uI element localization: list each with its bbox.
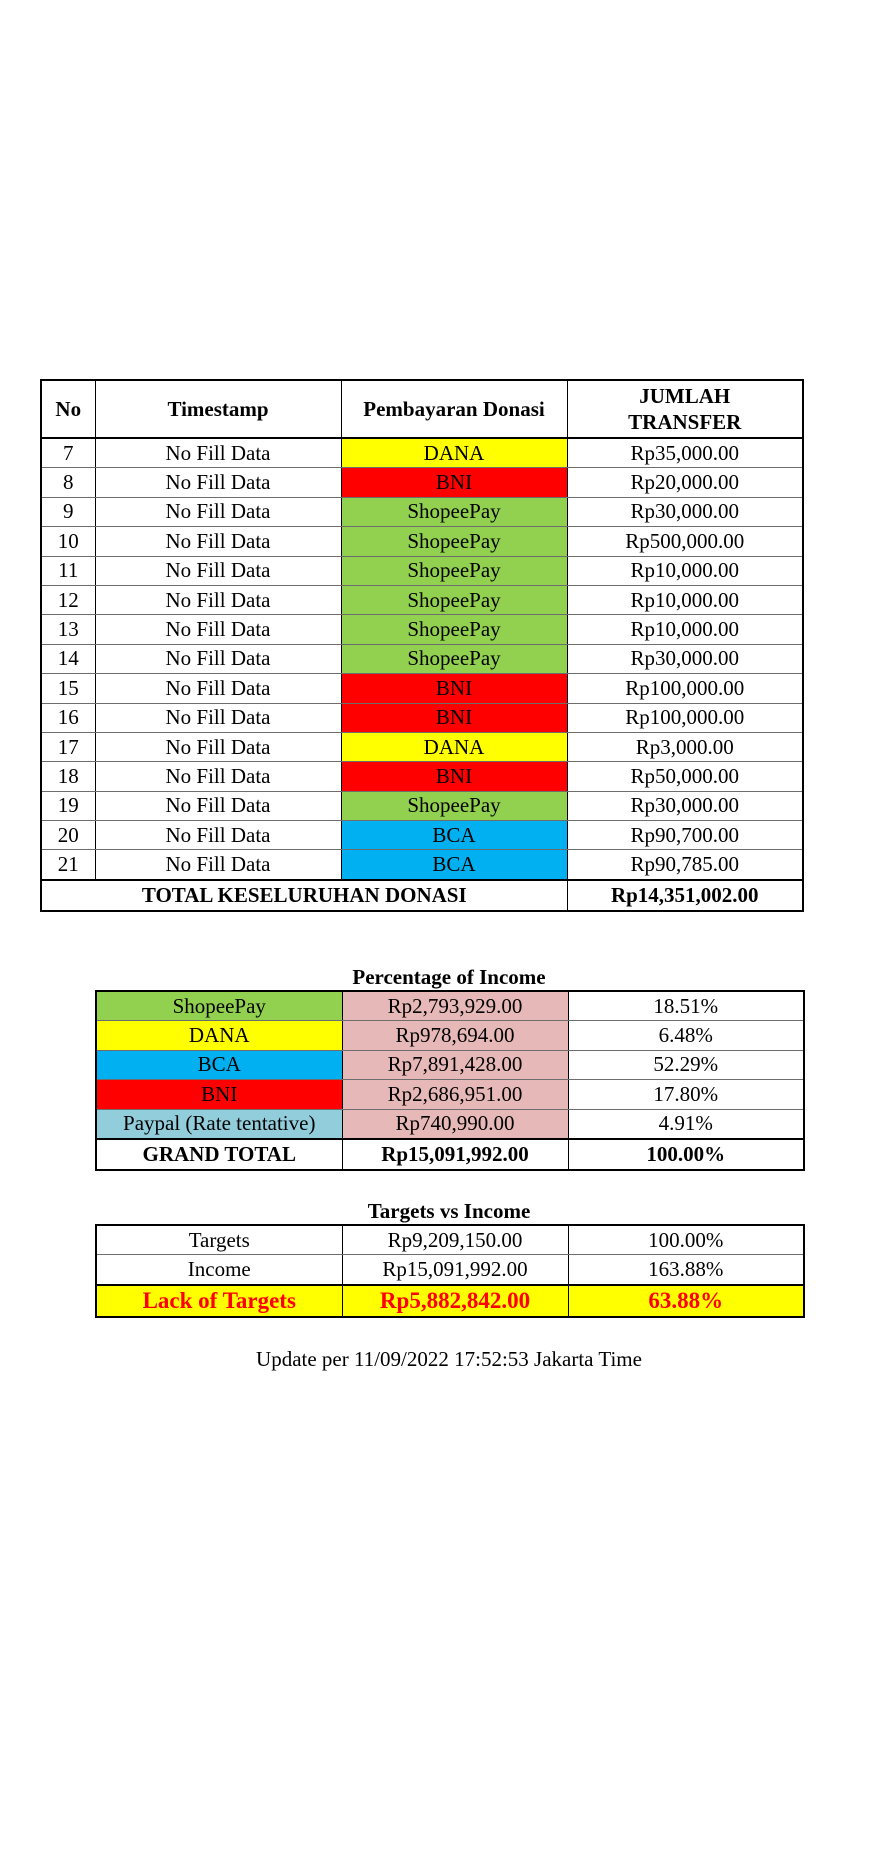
income-amount: Rp2,686,951.00 — [342, 1080, 568, 1109]
donation-amount: Rp3,000.00 — [567, 732, 803, 761]
income-amount: Rp2,793,929.00 — [342, 991, 568, 1021]
donation-amount: Rp20,000.00 — [567, 468, 803, 497]
income-percent: 4.91% — [568, 1109, 804, 1139]
donation-amount: Rp35,000.00 — [567, 438, 803, 468]
targets-row — [96, 1255, 804, 1285]
donation-header-row — [41, 380, 803, 438]
donation-payment-method: BCA — [341, 850, 567, 880]
donation-row — [41, 850, 803, 880]
donation-payment-method: ShopeePay — [341, 585, 567, 614]
donation-no: 18 — [41, 762, 95, 791]
donation-total-row — [41, 880, 803, 911]
income-row — [96, 1080, 804, 1109]
income-percent: 6.48% — [568, 1021, 804, 1050]
donation-row — [41, 703, 803, 732]
income-row — [96, 1050, 804, 1079]
donation-row — [41, 674, 803, 703]
income-percent: 18.51% — [568, 991, 804, 1021]
donation-timestamp: No Fill Data — [95, 644, 341, 673]
donation-timestamp: No Fill Data — [95, 732, 341, 761]
targets-row — [96, 1225, 804, 1255]
header-payment: Pembayaran Donasi — [341, 380, 567, 438]
donation-no: 12 — [41, 585, 95, 614]
donation-table — [40, 379, 804, 912]
donation-timestamp: No Fill Data — [95, 556, 341, 585]
donation-no: 17 — [41, 732, 95, 761]
donation-row — [41, 585, 803, 614]
donation-timestamp: No Fill Data — [95, 821, 341, 850]
donation-no: 20 — [41, 821, 95, 850]
donation-amount: Rp500,000.00 — [567, 527, 803, 556]
donation-no: 13 — [41, 615, 95, 644]
donation-row — [41, 468, 803, 497]
targets-rows — [96, 1225, 804, 1285]
donation-timestamp: No Fill Data — [95, 615, 341, 644]
donation-amount: Rp10,000.00 — [567, 556, 803, 585]
donation-amount: Rp10,000.00 — [567, 585, 803, 614]
income-amount: Rp7,891,428.00 — [342, 1050, 568, 1079]
donation-timestamp: No Fill Data — [95, 438, 341, 468]
income-amount: Rp740,990.00 — [342, 1109, 568, 1139]
lack-of-targets-label: Lack of Targets — [96, 1285, 342, 1317]
grand-total-amount: Rp15,091,992.00 — [342, 1139, 568, 1170]
donation-payment-method: BNI — [341, 703, 567, 732]
header-amount: JUMLAH TRANSFER — [567, 380, 803, 438]
donation-no: 10 — [41, 527, 95, 556]
donation-timestamp: No Fill Data — [95, 850, 341, 880]
income-method: BCA — [96, 1050, 342, 1079]
donation-payment-method: ShopeePay — [341, 497, 567, 526]
donation-amount: Rp100,000.00 — [567, 703, 803, 732]
donation-no: 16 — [41, 703, 95, 732]
income-amount: Rp978,694.00 — [342, 1021, 568, 1050]
donation-payment-method: ShopeePay — [341, 644, 567, 673]
donation-no: 15 — [41, 674, 95, 703]
donation-no: 8 — [41, 468, 95, 497]
donation-total-label: TOTAL KESELURUHAN DONASI — [41, 880, 567, 911]
donation-timestamp: No Fill Data — [95, 497, 341, 526]
donation-payment-method: BNI — [341, 762, 567, 791]
donation-payment-method: BNI — [341, 674, 567, 703]
donation-timestamp: No Fill Data — [95, 527, 341, 556]
donation-amount: Rp30,000.00 — [567, 644, 803, 673]
donation-row — [41, 644, 803, 673]
donation-payment-method: ShopeePay — [341, 791, 567, 820]
donation-payment-method: ShopeePay — [341, 615, 567, 644]
targets-percent: 163.88% — [568, 1255, 804, 1285]
income-table — [95, 990, 805, 1171]
donation-row — [41, 556, 803, 585]
donation-timestamp: No Fill Data — [95, 585, 341, 614]
donation-row — [41, 821, 803, 850]
donation-total-value: Rp14,351,002.00 — [567, 880, 803, 911]
donation-amount: Rp10,000.00 — [567, 615, 803, 644]
donation-amount: Rp30,000.00 — [567, 497, 803, 526]
donation-payment-method: BCA — [341, 821, 567, 850]
update-note: Update per 11/09/2022 17:52:53 Jakarta Time — [256, 1347, 642, 1371]
income-row — [96, 991, 804, 1021]
donation-row — [41, 615, 803, 644]
donation-row — [41, 791, 803, 820]
targets-label: Targets — [96, 1225, 342, 1255]
income-section-title: Percentage of Income — [352, 965, 546, 989]
income-rows — [96, 991, 804, 1139]
donation-payment-method: DANA — [341, 732, 567, 761]
donation-timestamp: No Fill Data — [95, 762, 341, 791]
lack-of-targets-percent: 63.88% — [568, 1285, 804, 1317]
income-grand-total-row — [96, 1139, 804, 1170]
donation-payment-method: DANA — [341, 438, 567, 468]
donation-amount: Rp90,700.00 — [567, 821, 803, 850]
donation-row — [41, 497, 803, 526]
donation-row — [41, 762, 803, 791]
donation-row — [41, 438, 803, 468]
income-percent: 52.29% — [568, 1050, 804, 1079]
donation-amount: Rp100,000.00 — [567, 674, 803, 703]
donation-amount: Rp30,000.00 — [567, 791, 803, 820]
income-method: DANA — [96, 1021, 342, 1050]
donation-timestamp: No Fill Data — [95, 703, 341, 732]
donation-row — [41, 732, 803, 761]
targets-table — [95, 1224, 805, 1318]
targets-percent: 100.00% — [568, 1225, 804, 1255]
targets-amount: Rp9,209,150.00 — [342, 1225, 568, 1255]
header-no: No — [41, 380, 95, 438]
donation-timestamp: No Fill Data — [95, 791, 341, 820]
donation-amount: Rp90,785.00 — [567, 850, 803, 880]
income-row — [96, 1021, 804, 1050]
donation-payment-method: ShopeePay — [341, 527, 567, 556]
income-method: ShopeePay — [96, 991, 342, 1021]
donation-row — [41, 527, 803, 556]
income-method: BNI — [96, 1080, 342, 1109]
donation-no: 21 — [41, 850, 95, 880]
donation-payment-method: BNI — [341, 468, 567, 497]
grand-total-percent: 100.00% — [568, 1139, 804, 1170]
income-row — [96, 1109, 804, 1139]
donation-timestamp: No Fill Data — [95, 674, 341, 703]
income-percent: 17.80% — [568, 1080, 804, 1109]
income-method: Paypal (Rate tentative) — [96, 1109, 342, 1139]
targets-section-title: Targets vs Income — [367, 1199, 531, 1223]
targets-amount: Rp15,091,992.00 — [342, 1255, 568, 1285]
donation-no: 14 — [41, 644, 95, 673]
donation-no: 19 — [41, 791, 95, 820]
donation-timestamp: No Fill Data — [95, 468, 341, 497]
targets-label: Income — [96, 1255, 342, 1285]
donation-no: 11 — [41, 556, 95, 585]
grand-total-label: GRAND TOTAL — [96, 1139, 342, 1170]
donation-amount: Rp50,000.00 — [567, 762, 803, 791]
donation-no: 9 — [41, 497, 95, 526]
donation-rows — [41, 438, 803, 880]
donation-payment-method: ShopeePay — [341, 556, 567, 585]
header-timestamp: Timestamp — [95, 380, 341, 438]
lack-of-targets-amount: Rp5,882,842.00 — [342, 1285, 568, 1317]
donation-no: 7 — [41, 438, 95, 468]
lack-of-targets-row — [96, 1285, 804, 1317]
